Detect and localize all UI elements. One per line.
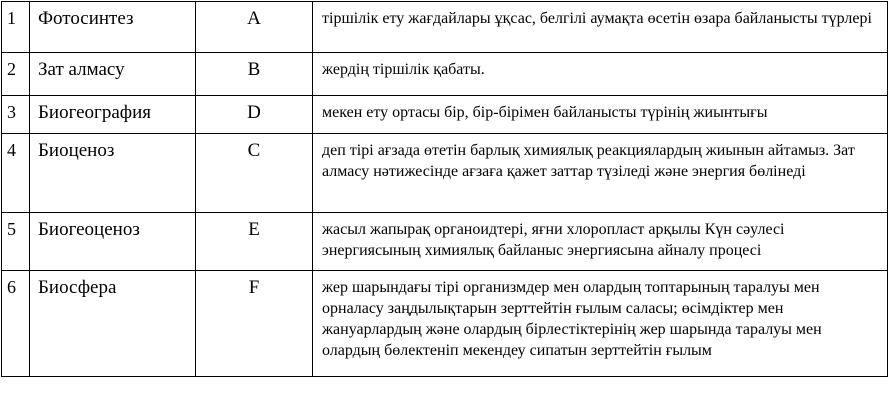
- term-cell: Биоценоз: [30, 134, 196, 213]
- term-cell: Биосфера: [30, 271, 196, 377]
- term-cell: Биогеоценоз: [30, 213, 196, 271]
- letter-cell: D: [196, 96, 313, 134]
- row-number: 4: [2, 134, 30, 213]
- table-row: [2, 134, 888, 213]
- row-number: 3: [2, 96, 30, 134]
- row-number: 6: [2, 271, 30, 377]
- term-cell: Биогеография: [30, 96, 196, 134]
- definition-cell: деп тірі ағзада өтетін барлық химиялық реакциялардың жиынын айтамыз. Зат алмасу нәтижесінде ағзаға қажет заттар түзіледі және энергия бөлінеді: [313, 134, 888, 213]
- letter-cell: A: [196, 2, 313, 53]
- letter-cell: B: [196, 53, 313, 96]
- table-row: [2, 271, 888, 377]
- definition-cell: тіршілік ету жағдайлары ұқсас, белгілі аумақта өсетін өзара байланысты түрлері: [313, 2, 888, 53]
- table-row: [2, 96, 888, 134]
- term-cell: Зат алмасу: [30, 53, 196, 96]
- row-number: 2: [2, 53, 30, 96]
- row-number: 1: [2, 2, 30, 53]
- table-row: [2, 2, 888, 53]
- definition-cell: жер шарындағы тірі организмдер мен олардың топтарының таралуы мен орналасу заңдылықтарын зерттейтін ғылым саласы; өсімдіктер мен жануарлардың және олардың бірлестіктерінің жер шарында таралуы мен олардың бөлектеніп мекендеу сипатын зерттейтін ғылым: [313, 271, 888, 377]
- definition-cell: мекен ету ортасы бір, бір-бірімен байланысты түрінің жиынтығы: [313, 96, 888, 134]
- table-row: [2, 53, 888, 96]
- row-number: 5: [2, 213, 30, 271]
- definition-cell: жасыл жапырақ органоидтері, яғни хлоропласт арқылы Күн сәулесі энергиясының химиялық байланыс энергиясына айналу процесі: [313, 213, 888, 271]
- table-row: [2, 213, 888, 271]
- letter-cell: C: [196, 134, 313, 213]
- matching-table: [1, 1, 888, 377]
- letter-cell: F: [196, 271, 313, 377]
- letter-cell: E: [196, 213, 313, 271]
- definition-cell: жердің тіршілік қабаты.: [313, 53, 888, 96]
- term-cell: Фотосинтез: [30, 2, 196, 53]
